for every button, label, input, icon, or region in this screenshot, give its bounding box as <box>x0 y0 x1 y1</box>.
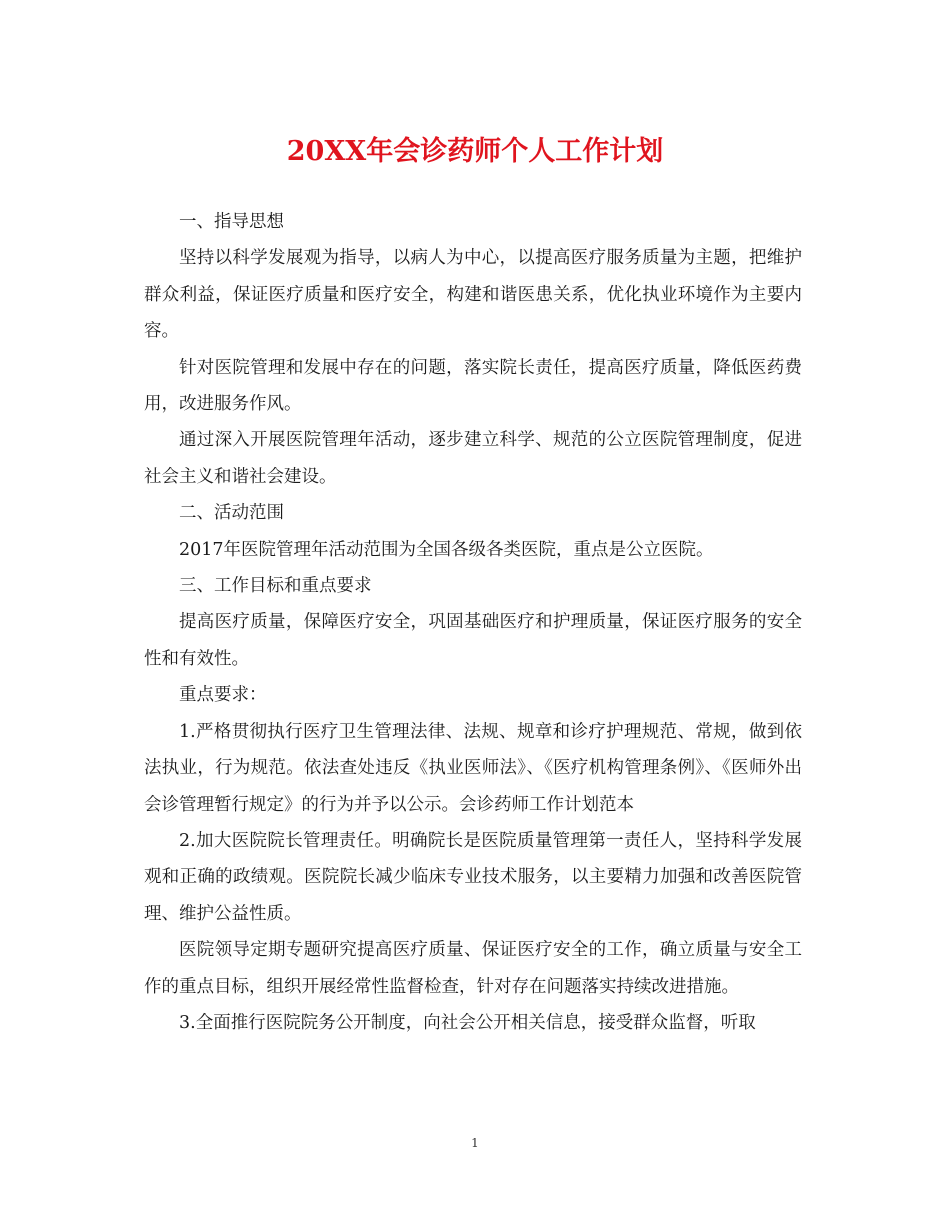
paragraph: 医院领导定期专题研究提高医疗质量、保证医疗安全的工作，确立质量与安全工作的重点目标，组织开展经常性监督检查，针对存在问题落实持续改进措施。 <box>144 940 802 997</box>
paragraph: 3.全面推行医院院务公开制度，向社会公开相关信息，接受群众监督，听取 <box>179 1012 756 1033</box>
paragraph: 1.严格贯彻执行医疗卫生管理法律、法规、规章和诊疗护理规范、常规，做到依法执业，行为规范。依法查处违反《执业医师法》、《医疗机构管理条例》、《医师外出会诊管理暂行规定》的行为并予以公示。会诊药师工作计划范本 <box>144 721 802 815</box>
document-title: 20XX年会诊药师个人工作计划 <box>286 136 664 167</box>
paragraph: 重点要求： <box>179 685 267 706</box>
paragraph: 坚持以科学发展观为指导，以病人为中心，以提高医疗服务质量为主题，把维护群众利益，保证医疗质量和医疗安全，构建和谐医患关系，优化执业环境作为主要内容。 <box>144 248 802 342</box>
paragraph: 针对医院管理和发展中存在的问题，落实院长责任，提高医疗质量，降低医药费用，改进服务作风。 <box>144 357 802 415</box>
section-heading: 二、活动范围 <box>179 503 284 524</box>
section-heading: 三、工作目标和重点要求 <box>179 576 372 597</box>
paragraph: 提高医疗质量，保障医疗安全，巩固基础医疗和护理质量，保证医疗服务的安全性和有效性。 <box>144 612 802 669</box>
document-body <box>144 204 802 1041</box>
page-number: 1 <box>471 1136 479 1150</box>
paragraph: 通过深入开展医院管理年活动，逐步建立科学、规范的公立医院管理制度，促进社会主义和谐社会建设。 <box>144 430 802 487</box>
paragraph: 2.加大医院院长管理责任。明确院长是医院质量管理第一责任人，坚持科学发展观和正确的政绩观。医院院长减少临床专业技术服务，以主要精力加强和改善医院管理、维护公益性质。 <box>144 830 802 924</box>
paragraph: 2017年医院管理年活动范围为全国各级各类医院，重点是公立医院。 <box>179 539 714 560</box>
section-heading: 一、指导思想 <box>179 212 284 232</box>
